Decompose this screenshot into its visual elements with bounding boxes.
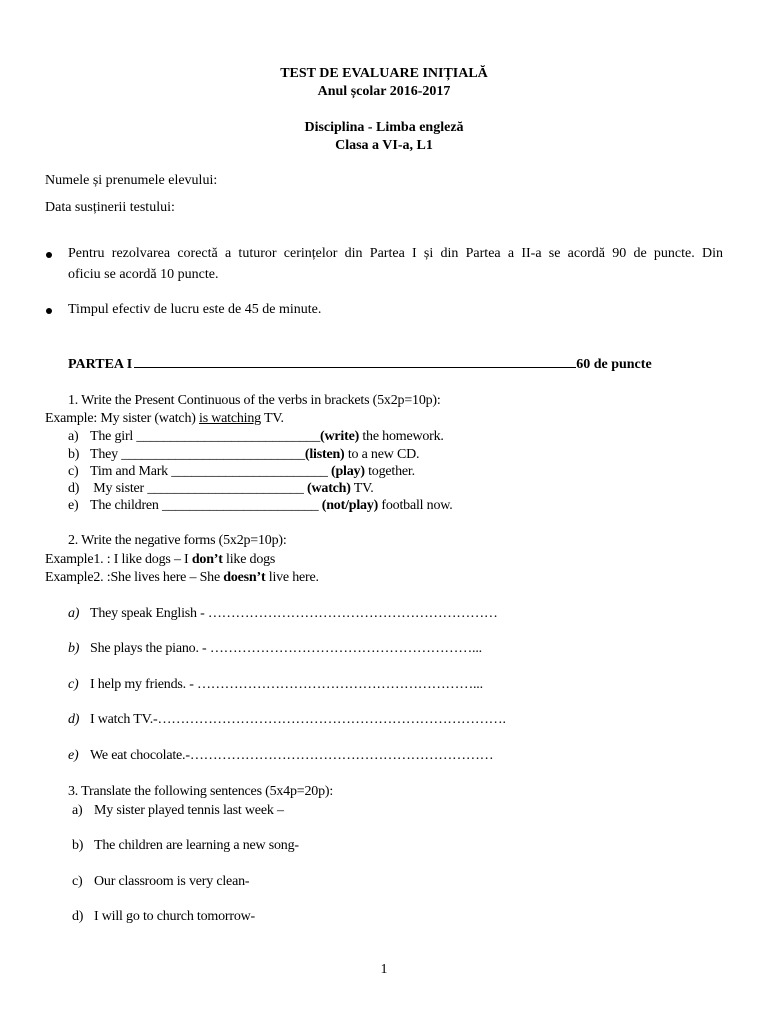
answer-blank[interactable]: _______________________ [171, 464, 328, 479]
answer-line[interactable]: She plays the piano. - …………………………………………………... [90, 641, 482, 656]
answer-line[interactable]: I help my friends. - ……………………………………………………... [90, 677, 483, 692]
student-name-label: Numele și prenumele elevului: [45, 173, 218, 188]
answer-line[interactable]: They speak English - ……………………………………………………… [90, 606, 498, 621]
test-date-label: Data susținerii testului: [45, 200, 175, 215]
exercise-3-item: d) I will go to church tomorrow- [72, 909, 255, 924]
exercise-1-title: 1. Write the Present Continuous of the verbs in brackets (5x2p=10p): [68, 393, 441, 408]
part-1-points: 60 de puncte [576, 357, 652, 372]
answer-line[interactable]: I watch TV.-…………………………………………………………………. [90, 712, 506, 727]
exercise-2-example-2: Example2. :She lives here – She doesn’t live here. [45, 570, 319, 585]
exercise-1-item: b) They ___________________________(listen) to a new CD. [68, 447, 420, 462]
answer-blank[interactable]: ___________________________ [121, 447, 305, 462]
exercise-2-item: b) She plays the piano. - …………………………………………………... [68, 641, 482, 656]
page-number: 1 [380, 962, 388, 977]
exercise-1-example: Example: My sister (watch) is watching TV. [45, 411, 284, 426]
exercise-1-item: e) The children _______________________ (not/play) football now. [68, 498, 453, 513]
answer-blank[interactable]: _______________________ [162, 498, 319, 513]
exercise-2-title: 2. Write the negative forms (5x2p=10p): [68, 533, 287, 548]
exercise-2-example-1: Example1. : I like dogs – I don’t like dogs [45, 552, 276, 567]
part-1-heading [68, 354, 652, 374]
test-title: TEST DE EVALUARE INIȚIALĂ [280, 66, 488, 81]
exercise-1-item: a) The girl ___________________________(write) the homework. [68, 429, 444, 444]
exercise-2-item: a) They speak English - ……………………………………………………… [68, 606, 498, 621]
exercise-3-item: a) My sister played tennis last week – [72, 803, 284, 818]
instruction-1-line-2: oficiu se acordă 10 puncte. [68, 267, 219, 282]
exercise-3-item: b) The children are learning a new song- [72, 838, 299, 853]
exercise-2-item: d) I watch TV.-…………………………………………………………………. [68, 712, 506, 727]
exercise-1-item: d) My sister _______________________ (watch) TV. [68, 481, 374, 496]
exercise-2-item: e) We eat chocolate.-………………………………………………………… [68, 748, 494, 763]
answer-blank[interactable]: ___________________________ [136, 429, 321, 444]
exercise-3-title: 3. Translate the following sentences (5x4p=20p): [68, 784, 334, 799]
exercise-2-item: c) I help my friends. - ……………………………………………………... [68, 677, 483, 692]
exercise-1-item: c) Tim and Mark _______________________ (play) together. [68, 464, 415, 479]
bullet-icon [46, 308, 52, 314]
example-answer: is watching [199, 411, 261, 426]
instruction-2: Timpul efectiv de lucru este de 45 de minute. [68, 302, 322, 317]
answer-blank[interactable]: _______________________ [147, 481, 304, 496]
part-1-label: PARTEA I [68, 357, 133, 372]
part-1-rule [134, 354, 576, 368]
class-level: Clasa a VI-a, L1 [335, 138, 433, 153]
exercise-3-item: c) Our classroom is very clean- [72, 874, 250, 889]
school-year: Anul școlar 2016-2017 [317, 84, 451, 99]
bullet-icon [46, 252, 52, 258]
answer-line[interactable]: We eat chocolate.-………………………………………………………… [90, 748, 494, 763]
discipline: Disciplina - Limba engleză [304, 120, 464, 135]
instruction-1-line-1: Pentru rezolvarea corectă a tuturor cerințelor din Partea I și din Partea a II-a se acordă 90 de puncte. Din [68, 246, 723, 261]
